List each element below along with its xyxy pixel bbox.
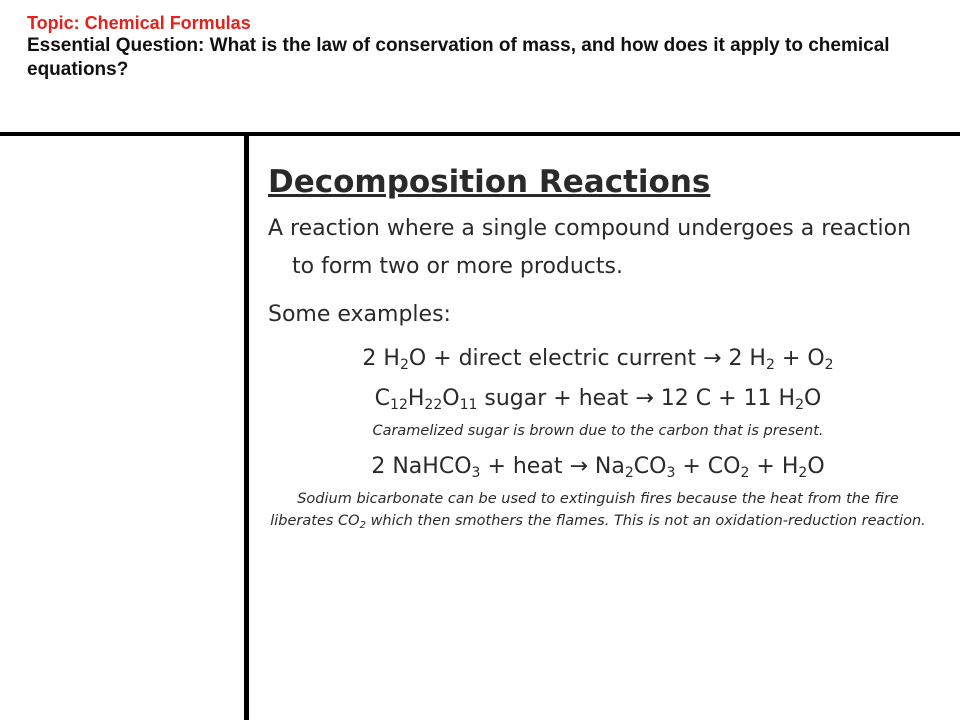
eq2-carbon: C [374,386,391,411]
eq3-product-water-end: O [807,454,825,479]
eq2-products-end: O [803,386,822,411]
eq3-product-na: Na [594,454,625,479]
note2-sub: 2 [359,520,366,531]
eq1-product-1-sub: 2 [765,357,775,373]
eq1-product-2-sub: 2 [824,357,834,373]
header-divider [0,132,960,136]
eq2-hydrogen-sub: 22 [424,397,443,413]
eq1-reactant: 2 H [362,346,400,371]
eq1-reactant-sub: 2 [399,357,409,373]
eq1-plus: + [781,346,801,371]
reaction-arrow: → [703,346,722,371]
slide-content [268,160,928,538]
reaction-arrow: → [635,386,654,411]
caramelized-sugar-note: Caramelized sugar is brown due to the carbon that is present. [372,423,824,439]
eq3-product-co-sub: 3 [666,465,676,481]
slide-header [27,12,937,82]
reaction-arrow: → [569,454,588,479]
essential-question: Essential Question: What is the law of conservation of mass, and how does it apply to chemical equations? [27,35,890,80]
examples-label: Some examples: [268,302,451,327]
slide-title: Decomposition Reactions [268,164,711,200]
eq3-product-water: + H [756,454,799,479]
eq1-product-2: O [807,346,825,371]
eq1-reactant-tail: O + direct electric current [408,346,696,371]
eq3-reactant-sub: 3 [471,465,481,481]
topic-heading: Topic: Chemical Formulas [27,13,251,33]
eq3-reactant-tail: + heat [487,454,563,479]
eq2-reactant-tail: sugar + heat [484,386,629,411]
eq2-products-sub: 2 [795,397,804,413]
equation-sugar-decomposition [268,384,928,414]
eq2-oxygen-sub: 11 [459,397,478,413]
eq3-reactant: 2 NaHCO [371,454,472,479]
eq3-product-na-sub: 2 [624,465,634,481]
note2-after: which then smothers the flames. This is not an oxidation-reduction reaction. [370,513,926,529]
eq1-product-1: 2 H [728,346,766,371]
equation-baking-soda [268,452,928,482]
margin-divider [244,132,249,720]
eq3-product-co2-sub: 2 [740,465,750,481]
eq3-product-water-sub: 2 [798,465,808,481]
eq3-product-co2: + CO [682,454,741,479]
eq2-hydrogen: H [407,386,425,411]
sodium-bicarbonate-note [268,488,928,532]
eq3-product-co: CO [633,454,667,479]
note2-before: Sodium bicarbonate can be used to extinguish fires because the heat from the fire liberates CO [270,491,899,529]
definition-text: A reaction where a single compound undergoes a reaction to form two or more products. [268,216,912,279]
eq2-products: 12 C + 11 H [660,386,796,411]
eq2-carbon-sub: 12 [390,397,408,413]
eq2-oxygen: O [442,386,460,411]
equation-water-electrolysis [268,344,928,374]
